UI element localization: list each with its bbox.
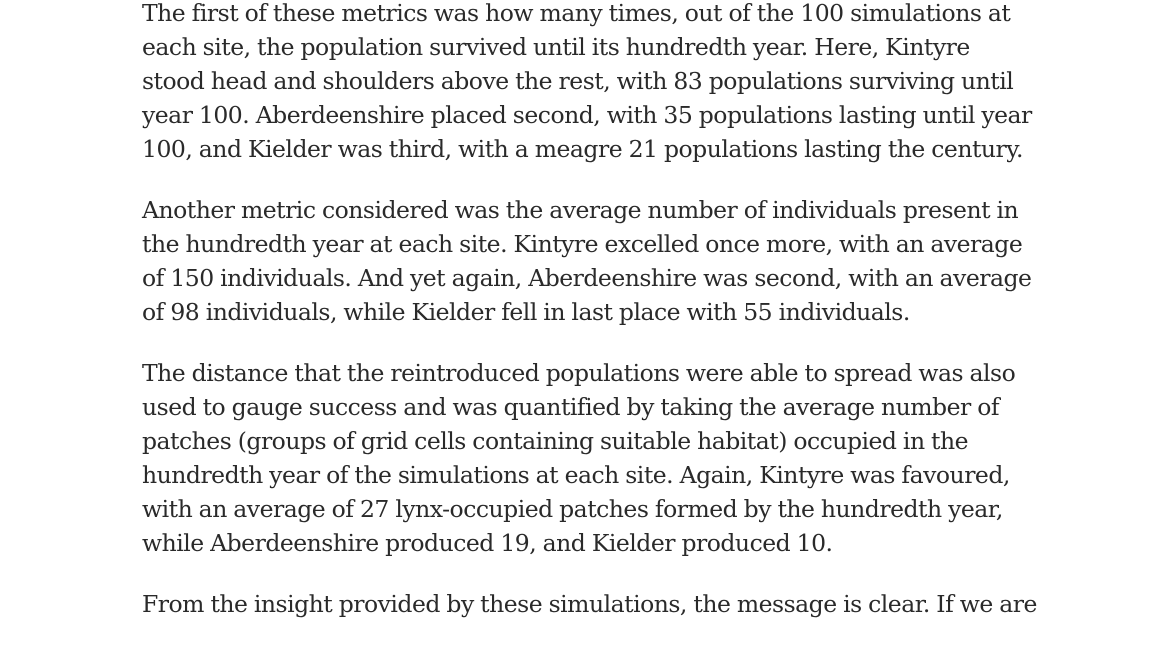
- text-line: patches (groups of grid cells containing suitable habitat) occupied in the: [142, 427, 969, 455]
- article-body: [142, 0, 1042, 648]
- text-line: 100, and Kielder was third, with a meagre 21 populations lasting the century.: [142, 135, 1023, 163]
- text-line: with an average of 27 lynx-occupied patches formed by the hundredth year,: [142, 495, 1003, 523]
- text-line: The first of these metrics was how many times, out of the 100 simulations at: [142, 0, 1011, 27]
- paragraph-survival-metric: [142, 0, 1042, 166]
- text-line: hundredth year of the simulations at each site. Again, Kintyre was favoured,: [142, 461, 1010, 489]
- text-line: of 150 individuals. And yet again, Aberdeenshire was second, with an average: [142, 264, 1032, 292]
- text-line: while Aberdeenshire produced 19, and Kielder produced 10.: [142, 529, 833, 557]
- text-line: each site, the population survived until its hundredth year. Here, Kintyre: [142, 33, 970, 61]
- paragraph-spread-metric: [142, 356, 1042, 560]
- text-line: Another metric considered was the average number of individuals present in: [142, 196, 1019, 224]
- paragraph-conclusion: [142, 587, 1042, 621]
- text-line: stood head and shoulders above the rest, with 83 populations surviving until: [142, 67, 1014, 95]
- paragraph-individuals-metric: [142, 193, 1042, 329]
- text-line: the hundredth year at each site. Kintyre excelled once more, with an average: [142, 230, 1023, 258]
- text-line: used to gauge success and was quantified by taking the average number of: [142, 393, 1000, 421]
- text-line: The distance that the reintroduced populations were able to spread was also: [142, 359, 1016, 387]
- text-line: year 100. Aberdeenshire placed second, with 35 populations lasting until year: [142, 101, 1032, 129]
- text-line: of 98 individuals, while Kielder fell in last place with 55 individuals.: [142, 298, 910, 326]
- text-line: From the insight provided by these simulations, the message is clear. If we are: [142, 590, 1037, 618]
